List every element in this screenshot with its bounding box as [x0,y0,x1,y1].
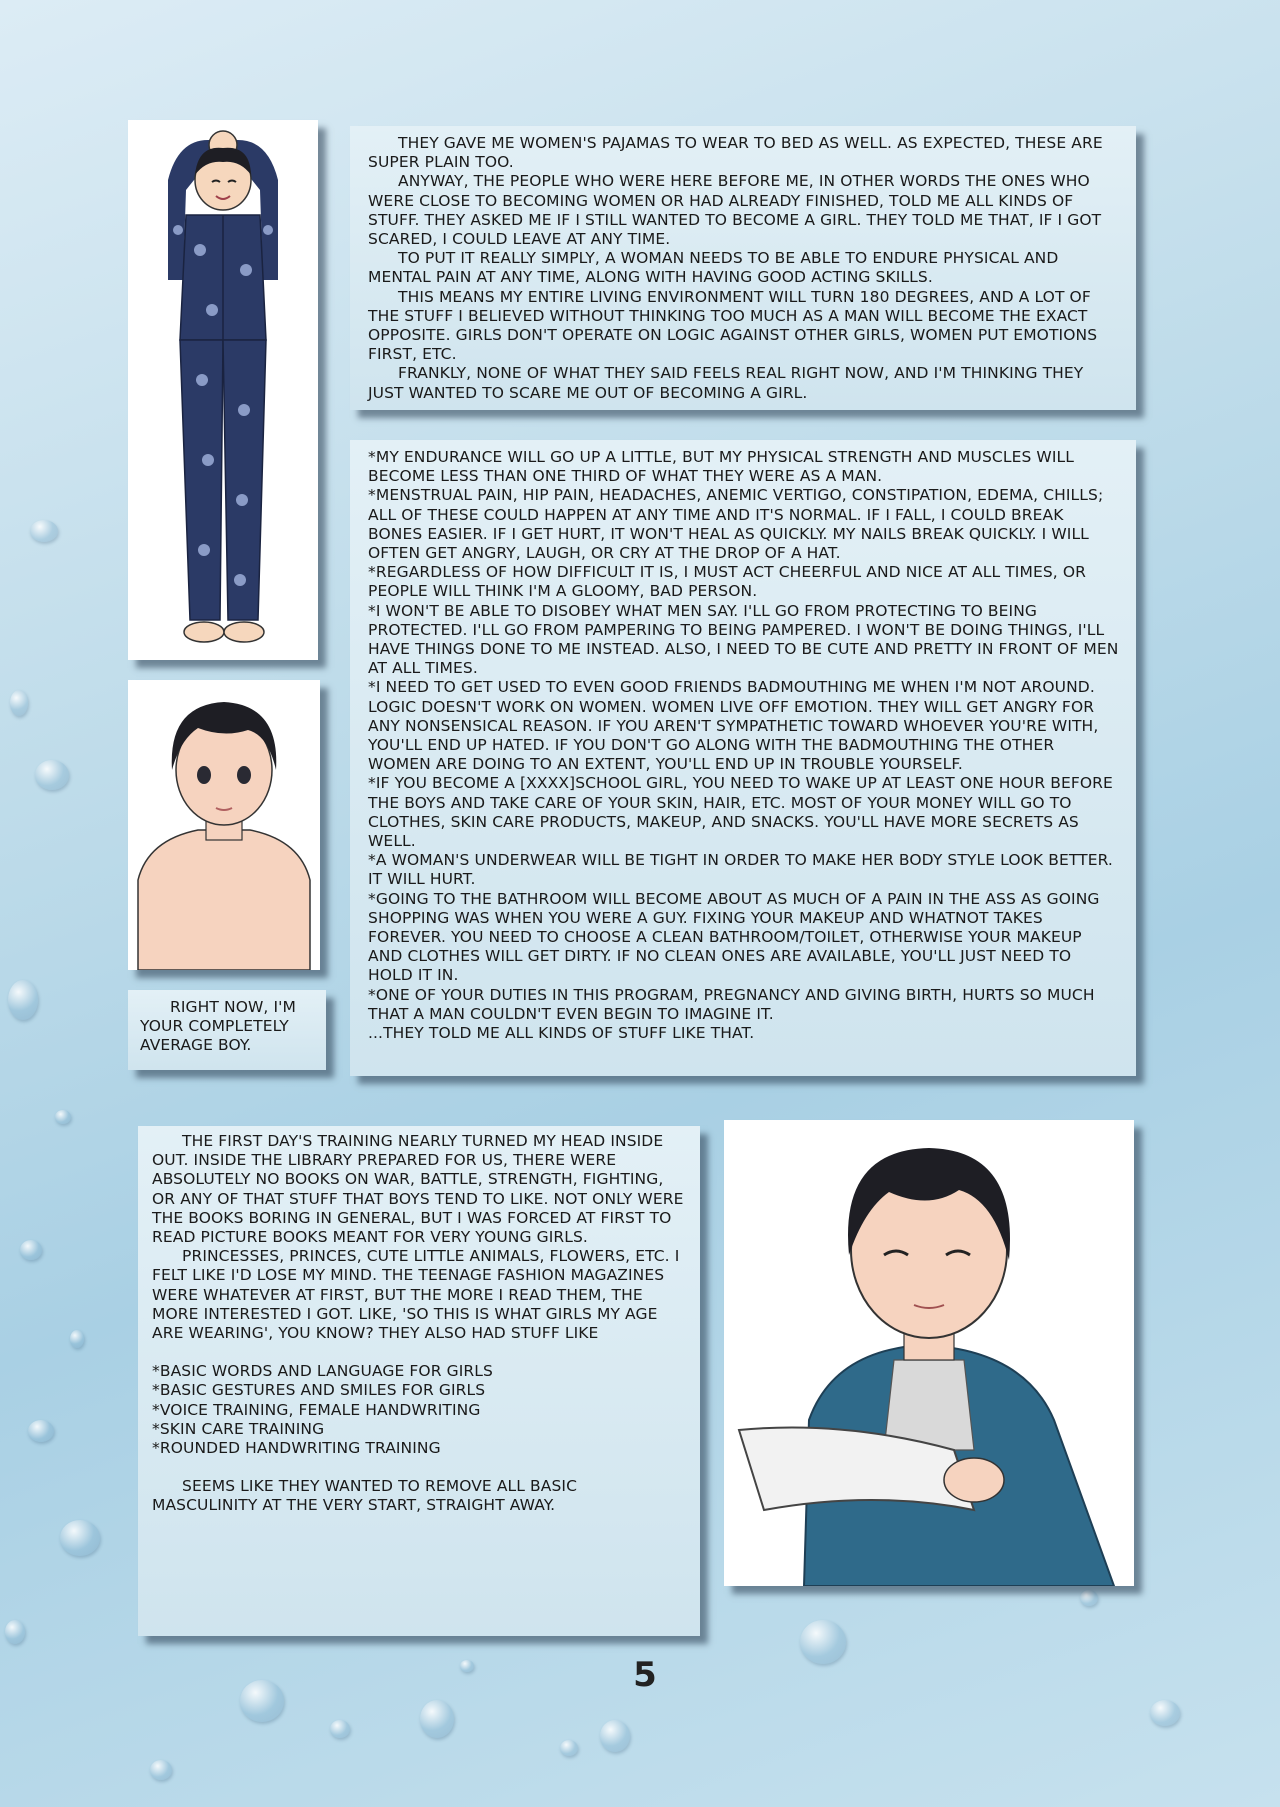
caption-box [128,990,326,1070]
box2-line: *MY ENDURANCE WILL GO UP A LITTLE, BUT MY PHYSICAL STRENGTH AND MUSCLES WILL BECOME LESS THAN ONE THIRD OF WHAT THEY WERE AS A MAN. [368,448,1074,486]
boy-reading-panel [724,1120,1134,1586]
box1-paragraph: FRANKLY, NONE OF WHAT THEY SAID FEELS REAL RIGHT NOW, AND I'M THINKING THEY JUST WANTED TO SCARE ME OUT OF BECOMING A GIRL. [368,364,1084,402]
box2-line: *REGARDLESS OF HOW DIFFICULT IT IS, I MUST ACT CHEERFUL AND NICE AT ALL TIMES, OR PEOPLE WILL THINK I'M A GLOOMY, BAD PERSON. [368,563,1087,601]
box3-list-item: *BASIC WORDS AND LANGUAGE FOR GIRLS [152,1362,493,1381]
box1-paragraph: THIS MEANS MY ENTIRE LIVING ENVIRONMENT WILL TURN 180 DEGREES, AND A LOT OF THE STUFF I BELIEVED WITHOUT THINKING TOO MUCH AS A MAN WILL BECOME THE EXACT OPPOSITE. GIRLS DON'T OPERATE ON LOGIC AGAINST OTHER GIRLS, WOMEN PUT EMOTIONS FIRST, ETC. [368,287,1098,364]
box2-line: ...THEY TOLD ME ALL KINDS OF STUFF LIKE THAT. [368,1024,755,1043]
box3-list-item: *VOICE TRAINING, FEMALE HANDWRITING [152,1400,481,1419]
narration-box-2 [350,440,1136,1076]
box2-line: *MENSTRUAL PAIN, HIP PAIN, HEADACHES, ANEMIC VERTIGO, CONSTIPATION, EDEMA, CHILLS; ALL OF THESE COULD HAPPEN AT ANY TIME AND IT'S NORMAL. IF I FALL, I COULD BREAK BONES EASIER. IF I GET HURT, IT WON'T HEAL AS QUICKLY. MY NAILS BREAK QUICKLY. I WILL OFTEN GET ANGRY, LAUGH, OR CRY AT THE DROP OF A HAT. [368,486,1104,563]
caption-text: RIGHT NOW, I'M YOUR COMPLETELY AVERAGE BOY. [140,998,296,1055]
box3-outro-paragraph: SEEMS LIKE THEY WANTED TO REMOVE ALL BASIC MASCULINITY AT THE VERY START, STRAIGHT AWAY. [152,1477,578,1515]
page-number: 5 [633,1655,657,1695]
box2-line: *I NEED TO GET USED TO EVEN GOOD FRIENDS BADMOUTHING ME WHEN I'M NOT AROUND. LOGIC DOESN'T WORK ON WOMEN. WOMEN LIVE OFF EMOTION. THEY WILL GET ANGRY FOR ANY NONSENSICAL REASON. IF YOU AREN'T SYMPATHETIC TOWARD WHOEVER YOU'RE WITH, YOU'LL END UP HATED. IF YOU DON'T GO ALONG WITH THE BADMOUTHING THE OTHER WOMEN ARE DOING TO AN EXTENT, YOU'LL END UP IN TROUBLE YOURSELF. [368,678,1099,774]
narration-box-1 [350,126,1136,410]
narration-box-3 [138,1126,700,1636]
box2-line: *ONE OF YOUR DUTIES IN THIS PROGRAM, PREGNANCY AND GIVING BIRTH, HURTS SO MUCH THAT A MAN COULDN'T EVEN BEGIN TO IMAGINE IT. [368,985,1095,1023]
boy-portrait-illustration [128,680,320,970]
boy-reading-illustration [724,1120,1134,1586]
box3-list-item: *ROUNDED HANDWRITING TRAINING [152,1439,441,1458]
box3-list-item: *SKIN CARE TRAINING [152,1419,325,1438]
box1-paragraph: TO PUT IT REALLY SIMPLY, A WOMAN NEEDS TO BE ABLE TO ENDURE PHYSICAL AND MENTAL PAIN AT ANY TIME, ALONG WITH HAVING GOOD ACTING SKILLS. [368,249,1059,287]
box1-paragraph: ANYWAY, THE PEOPLE WHO WERE HERE BEFORE ME, IN OTHER WORDS THE ONES WHO WERE CLOSE TO BECOMING WOMEN OR HAD ALREADY FINISHED, TOLD ME ALL KINDS OF STUFF. THEY ASKED ME IF I STILL WANTED TO BECOME A GIRL. THEY TOLD ME THAT, IF I GOT SCARED, I COULD LEAVE AT ANY TIME. [368,172,1102,249]
box2-line: *IF YOU BECOME A [XXXX]SCHOOL GIRL, YOU NEED TO WAKE UP AT LEAST ONE HOUR BEFORE THE BOYS AND TAKE CARE OF YOUR SKIN, HAIR, ETC. MOST OF YOUR MONEY WILL GO TO CLOTHES, SKIN CARE PRODUCTS, MAKEUP, AND SNACKS. YOU'LL HAVE MORE SECRETS AS WELL. [368,774,1113,851]
box2-line: *I WON'T BE ABLE TO DISOBEY WHAT MEN SAY. I'LL GO FROM PROTECTING TO BEING PROTECTED. I'LL GO FROM PAMPERING TO BEING PAMPERED. I WON'T BE DOING THINGS, I'LL HAVE THINGS DONE TO ME INSTEAD. ALSO, I NEED TO BE CUTE AND PRETTY IN FRONT OF MEN AT ALL TIMES. [368,601,1119,678]
box3-intro-paragraph: PRINCESSES, PRINCES, CUTE LITTLE ANIMALS, FLOWERS, ETC. I FELT LIKE I'D LOSE MY MIND. THE TEENAGE FASHION MAGAZINES WERE WHATEVER AT FIRST, BUT THE MORE I READ THEM, THE MORE INTERESTED I GOT. LIKE, 'SO THIS IS WHAT GIRLS MY AGE ARE WEARING', YOU KNOW? THEY ALSO HAD STUFF LIKE [152,1247,680,1343]
box3-intro-paragraph: THE FIRST DAY'S TRAINING NEARLY TURNED MY HEAD INSIDE OUT. INSIDE THE LIBRARY PREPARED FOR US, THERE WERE ABSOLUTELY NO BOOKS ON WAR, BATTLE, STRENGTH, FIGHTING, OR ANY OF THAT STUFF THAT BOYS TEND TO LIKE. NOT ONLY WERE THE BOOKS BORING IN GENERAL, BUT I WAS FORCED AT FIRST TO READ PICTURE BOOKS MEANT FOR VERY YOUNG GIRLS. [152,1132,684,1247]
box2-line: *GOING TO THE BATHROOM WILL BECOME ABOUT AS MUCH OF A PAIN IN THE ASS AS GOING SHOPPING WAS WHEN YOU WERE A GUY. FIXING YOUR MAKEUP AND WHATNOT TAKES FOREVER. YOU NEED TO CHOOSE A CLEAN BATHROOM/TOILET, OTHERWISE YOUR MAKEUP AND CLOTHES WILL GET DIRTY. IF NO CLEAN ONES ARE AVAILABLE, YOU'LL JUST NEED TO HOLD IT IN. [368,889,1100,985]
pajama-boy-illustration [128,120,318,660]
boy-portrait-panel [128,680,320,970]
box2-line: *A WOMAN'S UNDERWEAR WILL BE TIGHT IN ORDER TO MAKE HER BODY STYLE LOOK BETTER. IT WILL HURT. [368,851,1113,889]
box1-paragraph: THEY GAVE ME WOMEN'S PAJAMAS TO WEAR TO BED AS WELL. AS EXPECTED, THESE ARE SUPER PLAIN TOO. [368,134,1103,172]
pajama-boy-panel [128,120,318,660]
box3-list-item: *BASIC GESTURES AND SMILES FOR GIRLS [152,1381,486,1400]
